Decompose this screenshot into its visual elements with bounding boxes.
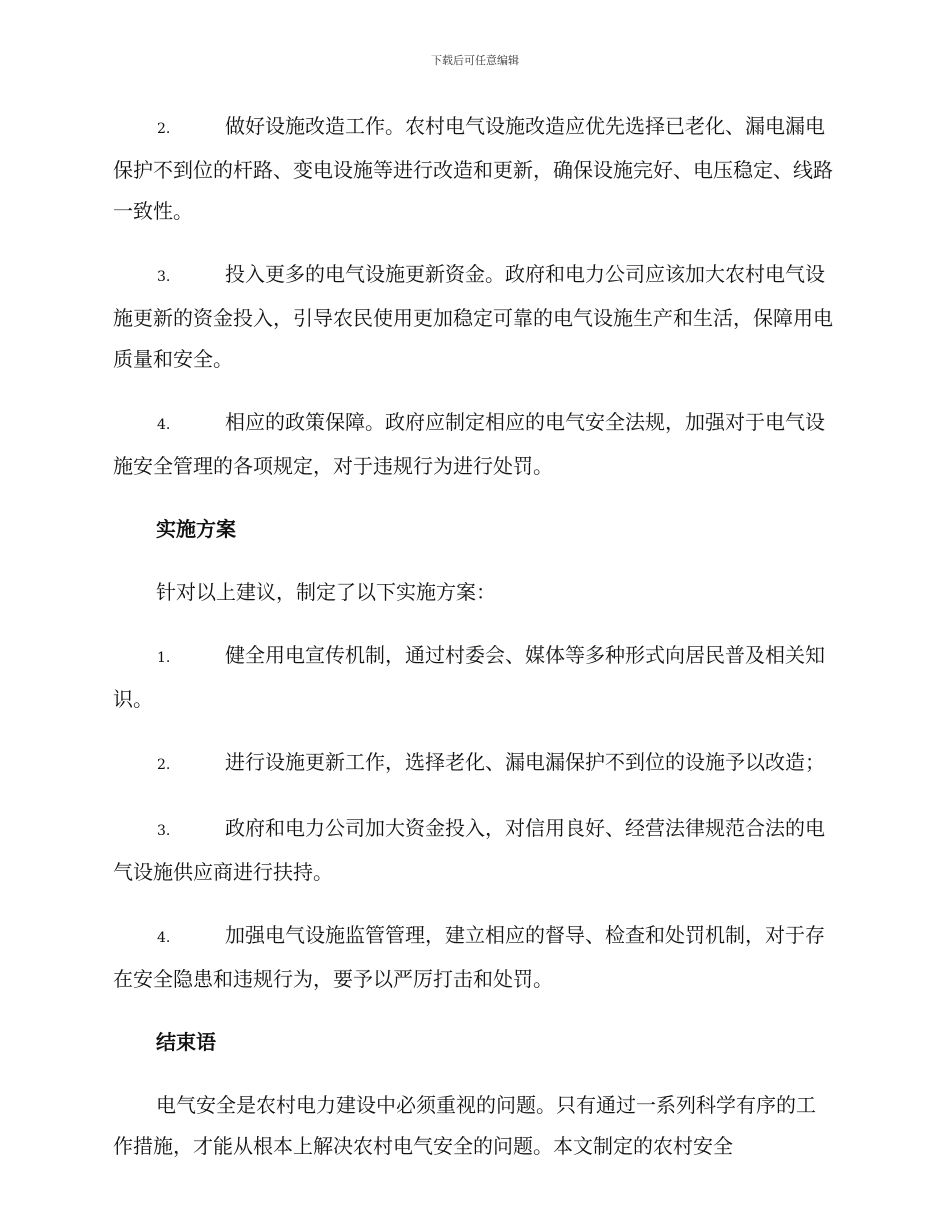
list-number: 4. [157, 417, 171, 433]
list-number: 3. [157, 269, 171, 285]
list-item [113, 106, 833, 232]
list-item [113, 254, 833, 380]
list-item [113, 742, 833, 786]
plan-intro-paragraph: 针对以上建议，制定了以下实施方案： [156, 580, 496, 604]
section-heading-plan: 实施方案 [156, 517, 236, 541]
list-text: 加强电气设施监管管理，建立相应的督导、检查和处罚机制，对于存在安全隐患和违规行为，要予以严厉打击和处罚。 [113, 923, 825, 991]
list-number: 2. [157, 121, 171, 137]
list-item [113, 635, 833, 720]
list-text: 做好设施改造工作。农村电气设施改造应优先选择已老化、漏电漏电保护不到位的杆路、变电设施等进行改造和更新，确保设施完好、电压稳定、线路一致性。 [113, 114, 833, 223]
list-item [113, 915, 833, 1000]
conclusion-paragraph: 电气安全是农村电力建设中必须重视的问题。只有通过一系列科学有序的工作措施，才能从根本上解决农村电气安全的问题。本文制定的农村安全 [113, 1093, 816, 1158]
list-number: 2. [157, 757, 171, 773]
list-text: 健全用电宣传机制，通过村委会、媒体等多种形式向居民普及相关知识。 [113, 643, 825, 711]
section-heading-conclusion: 结束语 [156, 1030, 216, 1054]
page-header: 下载后可任意编辑 [431, 54, 519, 67]
list-number: 3. [157, 823, 171, 839]
list-text: 相应的政策保障。政府应制定相应的电气安全法规，加强对于电气设施安全管理的各项规定，对于违规行为进行处罚。 [113, 410, 825, 478]
list-number: 1. [157, 650, 171, 666]
list-text: 政府和电力公司加大资金投入，对信用良好、经营法律规范合法的电气设施供应商进行扶持。 [113, 816, 825, 884]
list-text: 投入更多的电气设施更新资金。政府和电力公司应该加大农村电气设施更新的资金投入，引导农民使用更加稳定可靠的电气设施生产和生活，保障用电质量和安全。 [113, 262, 833, 371]
list-item [113, 808, 833, 893]
list-item [113, 402, 833, 487]
list-text: 进行设施更新工作，选择老化、漏电漏保护不到位的设施予以改造； [225, 750, 825, 774]
document-body [113, 106, 833, 1189]
list-number: 4. [157, 930, 171, 946]
